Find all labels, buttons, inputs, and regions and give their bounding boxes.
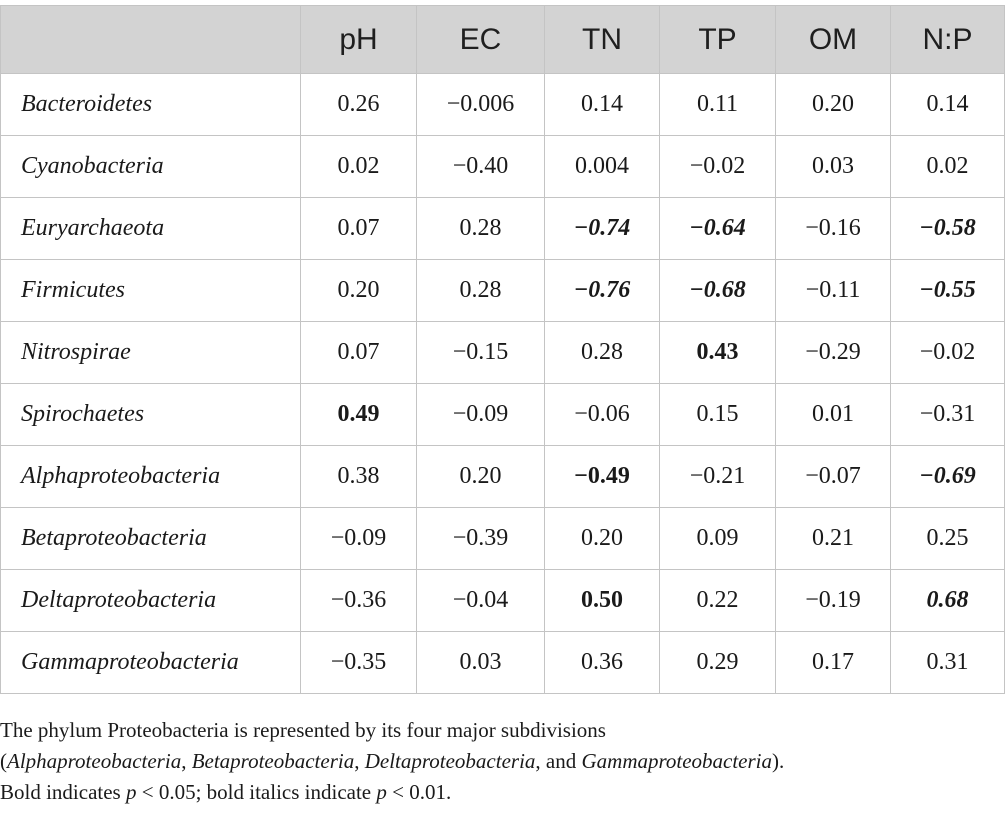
header-cell: OM — [776, 6, 891, 74]
value-cell: −0.74 — [545, 198, 660, 260]
value-cell: −0.55 — [891, 260, 1005, 322]
value-cell: −0.09 — [301, 508, 417, 570]
value-cell: −0.15 — [417, 322, 545, 384]
value-cell: 0.20 — [545, 508, 660, 570]
value-cell: 0.50 — [545, 570, 660, 632]
value-cell: 0.36 — [545, 632, 660, 694]
value-cell: 0.20 — [301, 260, 417, 322]
value-cell: 0.17 — [776, 632, 891, 694]
footnote-text: , — [354, 749, 365, 773]
header-cell: TN — [545, 6, 660, 74]
taxon-cell: Bacteroidetes — [1, 74, 301, 136]
footnote-taxon: Alphaproteobacteria — [7, 749, 182, 773]
header-cell: pH — [301, 6, 417, 74]
value-cell: −0.40 — [417, 136, 545, 198]
value-cell: −0.39 — [417, 508, 545, 570]
value-cell: −0.02 — [660, 136, 776, 198]
table-row — [1, 632, 1005, 694]
value-cell: −0.21 — [660, 446, 776, 508]
taxon-cell: Spirochaetes — [1, 384, 301, 446]
value-cell: 0.20 — [417, 446, 545, 508]
correlation-table — [0, 5, 1005, 694]
taxon-cell: Alphaproteobacteria — [1, 446, 301, 508]
taxon-cell: Nitrospirae — [1, 322, 301, 384]
value-cell: −0.11 — [776, 260, 891, 322]
value-cell: 0.14 — [545, 74, 660, 136]
value-cell: 0.09 — [660, 508, 776, 570]
table-row — [1, 136, 1005, 198]
value-cell: 0.004 — [545, 136, 660, 198]
value-cell: 0.25 — [891, 508, 1005, 570]
header-cell: EC — [417, 6, 545, 74]
value-cell: 0.01 — [776, 384, 891, 446]
value-cell: 0.22 — [660, 570, 776, 632]
taxon-cell: Euryarchaeota — [1, 198, 301, 260]
value-cell: 0.02 — [301, 136, 417, 198]
header-cell: N:P — [891, 6, 1005, 74]
footnote-line-1: The phylum Proteobacteria is represented by its four major subdivisions — [0, 718, 606, 742]
value-cell: −0.68 — [660, 260, 776, 322]
value-cell: 0.07 — [301, 198, 417, 260]
value-cell: −0.35 — [301, 632, 417, 694]
value-cell: 0.15 — [660, 384, 776, 446]
footnote-taxon: Gammaproteobacteria — [581, 749, 773, 773]
value-cell: 0.43 — [660, 322, 776, 384]
footnote-taxon: Deltaproteobacteria — [364, 749, 536, 773]
taxon-cell: Firmicutes — [1, 260, 301, 322]
footnote-text: < 0.05; bold italics indicate — [136, 780, 377, 804]
value-cell: −0.19 — [776, 570, 891, 632]
value-cell: −0.07 — [776, 446, 891, 508]
taxon-cell: Betaproteobacteria — [1, 508, 301, 570]
value-cell: 0.02 — [891, 136, 1005, 198]
value-cell: 0.28 — [545, 322, 660, 384]
taxon-cell: Gammaproteobacteria — [1, 632, 301, 694]
value-cell: −0.02 — [891, 322, 1005, 384]
header-cell: TP — [660, 6, 776, 74]
value-cell: 0.31 — [891, 632, 1005, 694]
table-footnote — [0, 715, 1000, 808]
value-cell: −0.09 — [417, 384, 545, 446]
footnote-text: , and — [535, 749, 582, 773]
header-cell — [1, 6, 301, 74]
value-cell: −0.58 — [891, 198, 1005, 260]
value-cell: 0.11 — [660, 74, 776, 136]
value-cell: 0.29 — [660, 632, 776, 694]
footnote-text: ). — [772, 749, 785, 773]
table-row — [1, 446, 1005, 508]
value-cell: −0.06 — [545, 384, 660, 446]
table-row — [1, 74, 1005, 136]
value-cell: 0.03 — [776, 136, 891, 198]
table-row — [1, 384, 1005, 446]
value-cell: −0.76 — [545, 260, 660, 322]
table-row — [1, 508, 1005, 570]
table-row — [1, 260, 1005, 322]
value-cell: 0.68 — [891, 570, 1005, 632]
value-cell: 0.14 — [891, 74, 1005, 136]
footnote-text: Bold indicates — [0, 780, 126, 804]
value-cell: −0.16 — [776, 198, 891, 260]
footnote-text: ( — [0, 749, 7, 773]
taxon-cell: Cyanobacteria — [1, 136, 301, 198]
table-row — [1, 322, 1005, 384]
value-cell: −0.31 — [891, 384, 1005, 446]
value-cell: −0.69 — [891, 446, 1005, 508]
value-cell: 0.26 — [301, 74, 417, 136]
value-cell: 0.28 — [417, 198, 545, 260]
footnote-taxon: Betaproteobacteria — [191, 749, 355, 773]
header-row — [1, 6, 1005, 74]
value-cell: −0.29 — [776, 322, 891, 384]
footnote-text: , — [181, 749, 192, 773]
footnote-p-symbol: p — [376, 780, 387, 804]
value-cell: −0.04 — [417, 570, 545, 632]
value-cell: 0.07 — [301, 322, 417, 384]
value-cell: −0.36 — [301, 570, 417, 632]
value-cell: −0.006 — [417, 74, 545, 136]
value-cell: 0.21 — [776, 508, 891, 570]
value-cell: 0.20 — [776, 74, 891, 136]
footnote-p-symbol: p — [125, 780, 137, 804]
table-row — [1, 570, 1005, 632]
value-cell: 0.03 — [417, 632, 545, 694]
table-row — [1, 198, 1005, 260]
value-cell: 0.49 — [301, 384, 417, 446]
value-cell: 0.28 — [417, 260, 545, 322]
footnote-text: < 0.01. — [386, 780, 452, 804]
value-cell: −0.64 — [660, 198, 776, 260]
taxon-cell: Deltaproteobacteria — [1, 570, 301, 632]
value-cell: 0.38 — [301, 446, 417, 508]
value-cell: −0.49 — [545, 446, 660, 508]
